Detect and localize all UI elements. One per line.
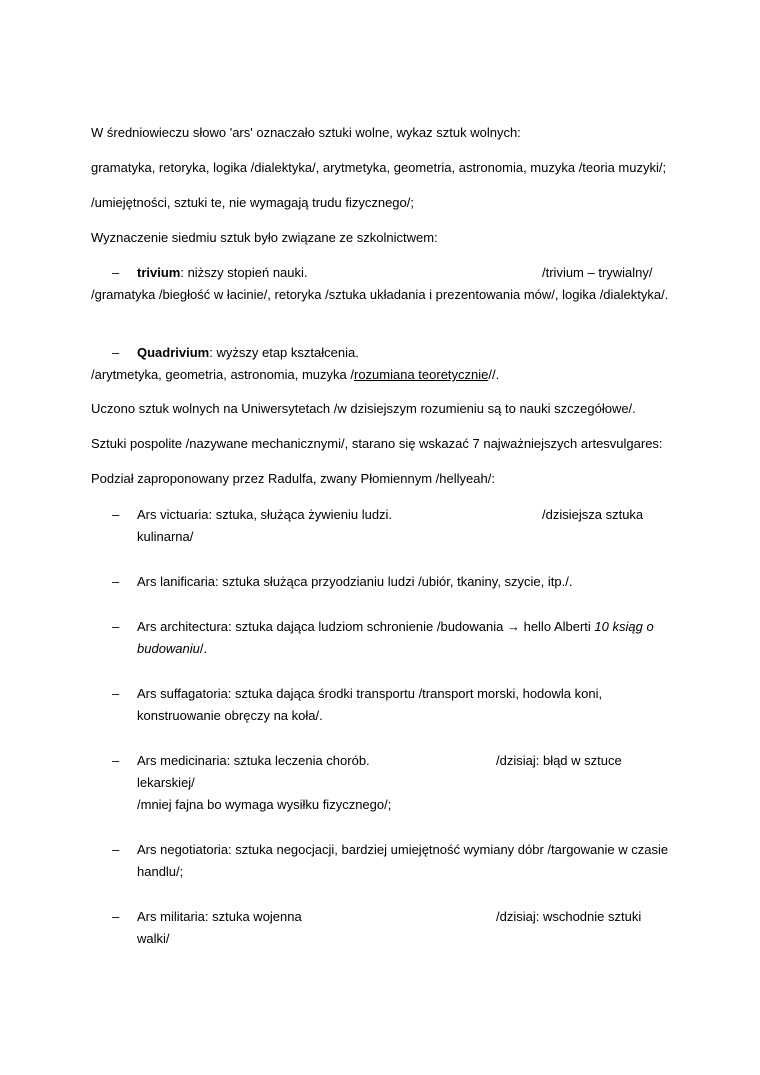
list-dash: – [112,619,120,634]
ars-militaria: Ars militaria: sztuka wojenna [137,909,302,924]
paragraph-liberal-arts-list: gramatyka, retoryka, logika /dialektyka/, arytmetyka, geometria, astronomia, muzyka /teoria muzyki/; [91,160,667,175]
list-dash: – [112,753,120,768]
ars-lanificaria: Ars lanificaria: sztuka służąca przyodzianiu ludzi /ubiór, tkaniny, szycie, itp./. [137,574,573,589]
ars-negotiatoria-cont: handlu/; [137,864,184,879]
ars-militaria-note: /dzisiaj: wschodnie sztuki [496,909,642,924]
paragraph-no-physical-effort: /umiejętności, sztuki te, nie wymagają trudu fizycznego/; [91,195,414,210]
quadrivium-details [91,364,499,386]
list-dash: – [112,909,120,924]
ars-architectura-book-title-cont: budowaniu [137,641,200,656]
ars-architectura [137,616,654,638]
trivium-desc: : niższy stopień nauki. [180,265,308,280]
ars-architectura-cont [137,638,207,660]
paragraph-common-arts: Sztuki pospolite /nazywane mechanicznymi/, starano się wskazać 7 najważniejszych artesvulgares: [91,436,663,451]
quadrivium-item [137,342,359,364]
list-dash: – [112,265,120,280]
list-dash: – [112,574,120,589]
trivium-details: /gramatyka /biegłość w łacinie/, retoryka /sztuka układania i prezentowania mów/, logika /dialektyka/. [91,287,669,302]
ars-architectura-text: Ars architectura: sztuka dająca ludziom schronienie /budowania → hello Alberti [137,619,595,634]
trivium-item [137,262,308,284]
quadrivium-underline: rozumiana teoretycznie [353,367,489,382]
list-dash: – [112,507,120,522]
ars-suffagatoria-cont: konstruowanie obręczy na koła/. [137,708,323,723]
ars-medicinaria-cont2: /mniej fajna bo wymaga wysiłku fizycznego/; [137,797,392,812]
ars-suffagatoria: Ars suffagatoria: sztuka dająca środki transportu /transport morski, hodowla koni, [137,686,603,701]
ars-medicinaria-note: /dzisiaj: błąd w sztuce [496,753,622,768]
paragraph-seven-arts: Wyznaczenie siedmiu sztuk było związane ze szkolnictwem: [91,230,438,245]
trivium-term: trivium [137,265,181,280]
ars-militaria-cont: walki/ [137,931,170,946]
ars-medicinaria-cont: lekarskiej/ [137,775,195,790]
list-dash: – [112,842,120,857]
paragraph-intro: W średniowieczu słowo 'ars' oznaczało sztuki wolne, wykaz sztuk wolnych: [91,125,521,140]
trivium-note: /trivium – trywialny/ [542,265,653,280]
ars-medicinaria: Ars medicinaria: sztuka leczenia chorób. [137,753,370,768]
ars-victuaria: Ars victuaria: sztuka, służąca żywieniu ludzi. [137,507,393,522]
paragraph-radulf-division: Podział zaproponowany przez Radulfa, zwany Płomiennym /hellyeah/: [91,471,495,486]
quadrivium-details-pre: /arytmetyka, geometria, astronomia, muzyka / [91,367,354,382]
ars-victuaria-note: /dzisiejsza sztuka [542,507,644,522]
ars-negotiatoria: Ars negotiatoria: sztuka negocjacji, bardziej umiejętność wymiany dóbr /targowanie w czasie [137,842,669,857]
quadrivium-term: Quadrivium [137,345,210,360]
paragraph-universities: Uczono sztuk wolnych na Uniwersytetach /w dzisiejszym rozumieniu są to nauki szczegółowe/. [91,401,636,416]
list-dash: – [112,686,120,701]
list-dash: – [112,345,120,360]
quadrivium-details-post: //. [488,367,500,382]
quadrivium-desc: : wyższy etap kształcenia. [209,345,359,360]
ars-victuaria-cont: kulinarna/ [137,529,194,544]
ars-architectura-cont-post: /. [199,641,208,656]
ars-architectura-book-title: 10 ksiąg o [594,619,654,634]
